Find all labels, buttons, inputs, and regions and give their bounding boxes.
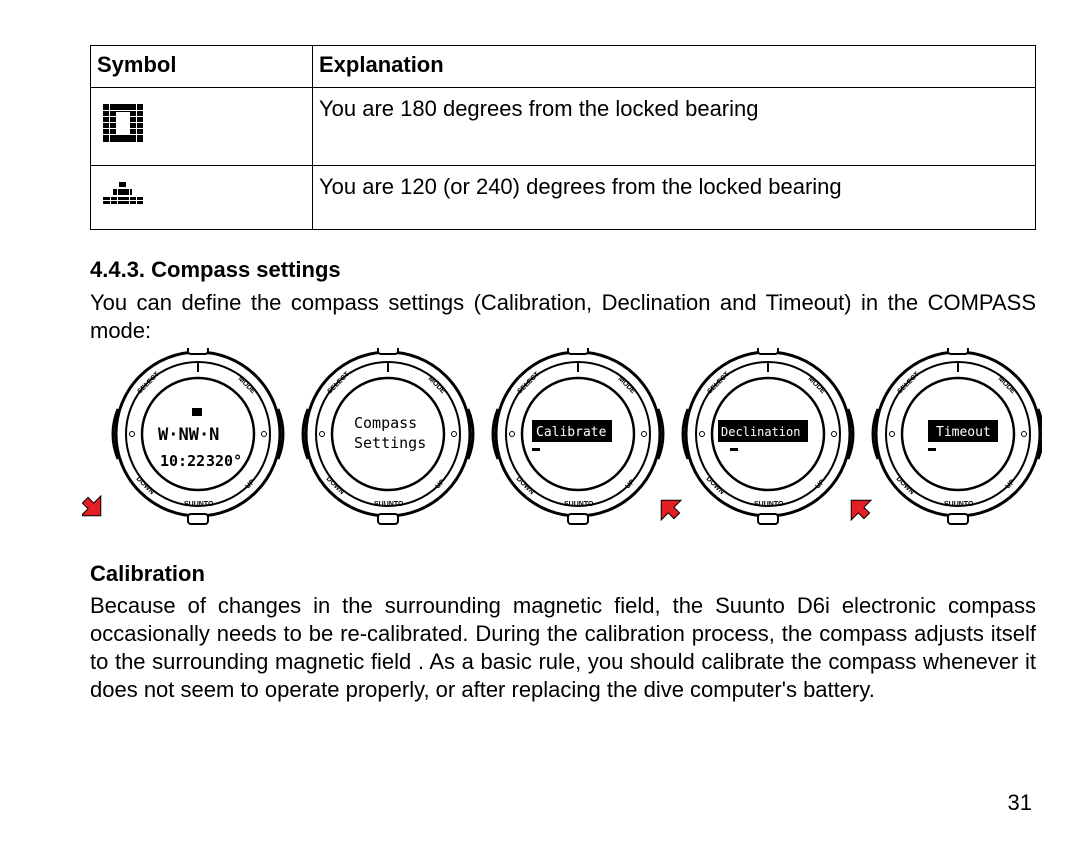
explanation-cell: You are 120 (or 240) degrees from the locked bearing [313,166,1036,230]
press-arrow-icon [651,490,686,525]
down-label: DOWN [704,475,726,497]
up-label: UP [434,478,447,491]
symbol-header: Symbol [91,46,313,88]
select-label: SELECT [326,370,351,396]
symbol-cell [91,166,313,230]
up-label: UP [814,478,827,491]
section-heading: 4.4.3. Compass settings [90,257,341,282]
calibration-paragraph: Because of changes in the surrounding magnetic field, the Suunto D6i electronic compass occasionally needs to be re-calibrated. During the calibration process, the compass adjusts itself to the surrounding magnetic field . As a basic rule, you should calibrate the compass whenever it does not seem to operate properly, or after replacing the dive computer's battery. [90,593,1036,702]
mode-label: MODE [616,375,637,396]
small-peak-bearing-icon [103,182,143,204]
brand-label: SUUNTO [944,501,974,508]
compass-time: 10:22 [160,452,206,470]
down-label: DOWN [134,475,156,497]
brand-label: SUUNTO [184,501,214,508]
mode-label: MODE [426,375,447,396]
full-block-bearing-icon [103,104,143,142]
select-label: SELECT [896,370,921,396]
select-label: SELECT [136,370,161,396]
explanation-header: Explanation [313,46,1036,88]
brand-label: SUUNTO [564,501,594,508]
menu-line-1: Compass [354,414,418,432]
page-number: 31 [1007,790,1032,815]
option-label: Calibrate [536,425,607,440]
option-label: Declination [721,425,801,439]
up-label: UP [624,478,637,491]
select-label: SELECT [516,370,541,396]
watch-compass-settings-menu [303,348,473,524]
watch-sequence-illustration [82,348,1042,528]
down-label: DOWN [324,475,346,497]
explanation-cell: You are 180 degrees from the locked bearing [313,88,1036,166]
mode-label: MODE [996,375,1017,396]
press-arrow-icon [82,490,111,525]
intro-paragraph: You can define the compass settings (Calibration, Declination and Timeout) in the COMPASS mode: [90,290,1036,343]
compass-heading: 320° [206,452,243,470]
option-label: Timeout [936,425,991,440]
mode-label: MODE [806,375,827,396]
watch-declination-option [683,348,853,524]
watch-calibrate-option [493,348,663,524]
symbol-cell [91,88,313,166]
down-label: DOWN [894,475,916,497]
watch-compass-display [113,348,283,524]
up-label: UP [244,478,257,491]
select-label: SELECT [706,370,731,396]
press-arrow-icon [841,490,876,525]
watch-timeout-option [873,348,1042,524]
symbol-table [90,45,1036,230]
brand-label: SUUNTO [374,501,404,508]
mode-label: MODE [236,375,257,396]
brand-label: SUUNTO [754,501,784,508]
menu-line-2: Settings [354,434,427,452]
compass-direction: W·NW·N [158,425,220,445]
down-label: DOWN [514,475,536,497]
calibration-heading: Calibration [90,561,205,586]
up-label: UP [1004,478,1017,491]
